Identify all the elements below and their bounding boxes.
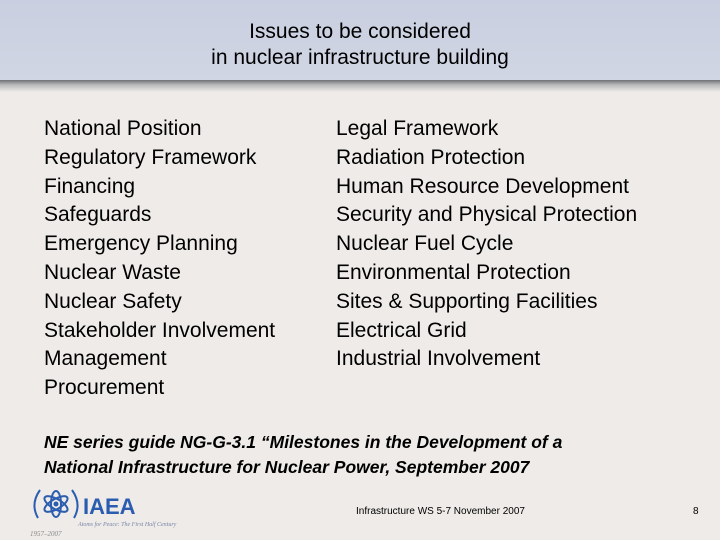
footer-text: Infrastructure WS 5-7 November 2007 xyxy=(356,506,525,517)
list-item: Electrical Grid xyxy=(336,318,467,342)
list-item: Financing xyxy=(44,174,136,198)
left-issue-list xyxy=(44,115,275,403)
title-line-2: in nuclear infrastructure building xyxy=(211,46,509,69)
title-divider xyxy=(0,80,720,92)
atom-icon xyxy=(54,502,59,507)
list-item: Stakeholder Involvement xyxy=(44,318,276,342)
list-item: Safeguards xyxy=(44,203,152,227)
list-item: Regulatory Framework xyxy=(44,145,257,169)
citation-line-2: National Infrastructure for Nuclear Power, September 2007 xyxy=(44,457,530,477)
list-item: Security and Physical Protection xyxy=(336,203,638,227)
svg-text:Atoms for Peace: The First Hal: Atoms for Peace: The First Half Century xyxy=(78,522,177,528)
slide-title xyxy=(0,19,720,71)
svg-text:1957–2007: 1957–2007 xyxy=(30,530,62,538)
title-line-1: Issues to be considered xyxy=(249,20,471,43)
laurel-left-icon xyxy=(34,490,40,518)
svg-text:IAEA: IAEA xyxy=(83,494,136,519)
list-item: National Position xyxy=(44,117,202,140)
page-number: 8 xyxy=(693,506,699,517)
list-item: Nuclear Fuel Cycle xyxy=(336,232,514,256)
list-item: Management xyxy=(44,347,167,371)
list-item: Procurement xyxy=(44,376,165,400)
list-item: Legal Framework xyxy=(336,117,499,140)
laurel-right-icon xyxy=(72,490,78,518)
list-item: Sites & Supporting Facilities xyxy=(336,289,598,313)
list-item: Industrial Involvement xyxy=(336,347,541,371)
list-item: Nuclear Safety xyxy=(44,289,182,313)
iaea-logo xyxy=(28,484,228,540)
list-item: Human Resource Development xyxy=(336,174,629,198)
citation-line-1: NE series guide NG-G-3.1 “Milestones in the Development of a xyxy=(44,432,563,452)
list-item: Radiation Protection xyxy=(336,145,526,169)
list-item: Emergency Planning xyxy=(44,232,238,256)
list-item: Environmental Protection xyxy=(336,260,571,284)
list-item: Nuclear Waste xyxy=(44,260,181,284)
right-issue-list xyxy=(336,115,637,374)
citation xyxy=(44,430,562,480)
